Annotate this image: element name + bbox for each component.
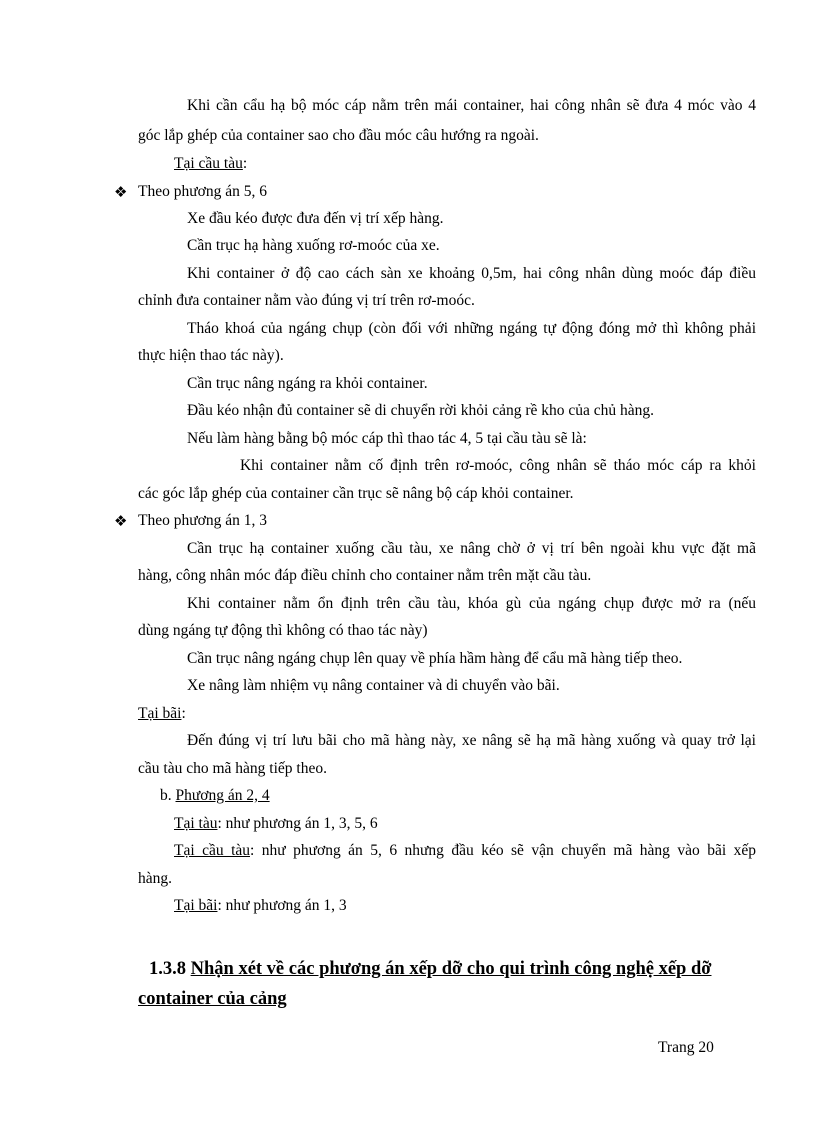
subheading-label: Tại bãi bbox=[138, 705, 182, 722]
paragraph-line: hàng, công nhân móc đáp điều chỉnh cho container nằm trên mặt cầu tàu. bbox=[138, 567, 592, 584]
subheading-tai-cau-tau bbox=[174, 154, 247, 174]
paragraph-line: Khi container nằm cố định trên rơ-moóc, công nhân sẽ tháo móc cáp ra khỏi bbox=[240, 457, 756, 474]
colon: : bbox=[217, 815, 222, 832]
paragraph-line: chỉnh đưa container nằm vào đúng vị trí trên rơ-moóc. bbox=[138, 292, 475, 309]
paragraph-line: Khi container nằm ổn định trên cầu tàu, khóa gù của ngáng chụp được mở ra (nếu bbox=[187, 595, 756, 612]
section-b-title bbox=[160, 786, 270, 806]
paragraph-line: Khi container ở độ cao cách sàn xe khoảng 0,5m, hai công nhân dùng moóc đáp điều bbox=[187, 265, 756, 282]
paragraph-line: hàng. bbox=[138, 870, 173, 887]
subheading-label: Tại tàu bbox=[174, 815, 218, 832]
page-number: Trang 20 bbox=[658, 1039, 714, 1056]
section-b-prefix: b. bbox=[160, 787, 176, 804]
section-heading bbox=[149, 957, 711, 981]
section-title: Nhận xét về các phương án xếp dỡ cho qui trình công nghệ xếp dỡ bbox=[190, 959, 712, 979]
paragraph-line: các góc lắp ghép của container cần trục sẽ nâng bộ cáp khỏi container. bbox=[138, 485, 574, 502]
section-heading-cont bbox=[138, 987, 287, 1011]
paragraph-line: Đến đúng vị trí lưu bãi cho mã hàng này, xe nâng sẽ hạ mã hàng xuống và quay trở lại bbox=[187, 732, 756, 749]
paragraph-line: góc lắp ghép của container sao cho đầu móc câu hướng ra ngoài. bbox=[138, 127, 539, 144]
paragraph-line: Cần trục hạ container xuống cầu tàu, xe nâng chờ ở vị trí bên ngoài khu vực đặt mã bbox=[187, 540, 756, 557]
bullet-item: Theo phương án 1, 3 bbox=[138, 512, 267, 529]
tai-cau-tau-text: như phương án 5, 6 nhưng đầu kéo sẽ vận chuyển mã hàng vào bãi xếp bbox=[254, 842, 756, 859]
tai-bai-text: như phương án 1, 3 bbox=[221, 897, 347, 914]
colon: : bbox=[217, 897, 222, 914]
colon: : bbox=[181, 705, 186, 722]
paragraph-line: Tháo khoá của ngáng chụp (còn đối với những ngáng tự động đóng mở thì không phải bbox=[187, 320, 756, 337]
paragraph-line: Khi cần cẩu hạ bộ móc cáp nằm trên mái container, hai công nhân sẽ đưa 4 móc vào 4 bbox=[187, 97, 756, 114]
bullet-item: Theo phương án 5, 6 bbox=[138, 183, 267, 200]
subheading-label: Tại cầu tàu bbox=[174, 155, 243, 172]
tai-tau-text: như phương án 1, 3, 5, 6 bbox=[221, 815, 378, 832]
paragraph-line: Cần trục hạ hàng xuống rơ-moóc của xe. bbox=[187, 237, 440, 254]
diamond-bullet-icon: ❖ bbox=[114, 183, 128, 201]
paragraph-line: Cần trục nâng ngáng chụp lên quay về phía hầm hàng để cẩu mã hàng tiếp theo. bbox=[187, 650, 683, 667]
section-title: container của cảng bbox=[138, 989, 287, 1009]
tai-cau-tau-line bbox=[174, 841, 756, 861]
section-b-label: Phương án 2, 4 bbox=[175, 787, 270, 804]
section-number: 1.3.8 bbox=[149, 959, 191, 979]
paragraph-line: cầu tàu cho mã hàng tiếp theo. bbox=[138, 760, 327, 777]
colon: : bbox=[250, 842, 255, 859]
paragraph-line: thực hiện thao tác này). bbox=[138, 347, 284, 364]
colon: : bbox=[242, 155, 248, 172]
paragraph-line: Đầu kéo nhận đủ container sẽ di chuyển rời khỏi cảng rề kho của chủ hàng. bbox=[187, 402, 655, 419]
tai-bai-line bbox=[174, 896, 347, 916]
paragraph-line: Xe nâng làm nhiệm vụ nâng container và di chuyển vào bãi. bbox=[187, 677, 560, 694]
subheading-label: Tại bãi bbox=[174, 897, 218, 914]
tai-tau-line bbox=[174, 814, 378, 834]
paragraph-line: Nếu làm hàng bằng bộ móc cáp thì thao tác 4, 5 tại cầu tàu sẽ là: bbox=[187, 430, 587, 447]
diamond-bullet-icon: ❖ bbox=[114, 512, 128, 530]
paragraph-line: Xe đầu kéo được đưa đến vị trí xếp hàng. bbox=[187, 210, 444, 227]
subheading-tai-bai bbox=[138, 704, 186, 724]
paragraph-line: dùng ngáng tự động thì không có thao tác này) bbox=[138, 622, 428, 639]
paragraph-line: Cần trục nâng ngáng ra khỏi container. bbox=[187, 375, 428, 392]
subheading-label: Tại cầu tàu bbox=[174, 842, 250, 859]
